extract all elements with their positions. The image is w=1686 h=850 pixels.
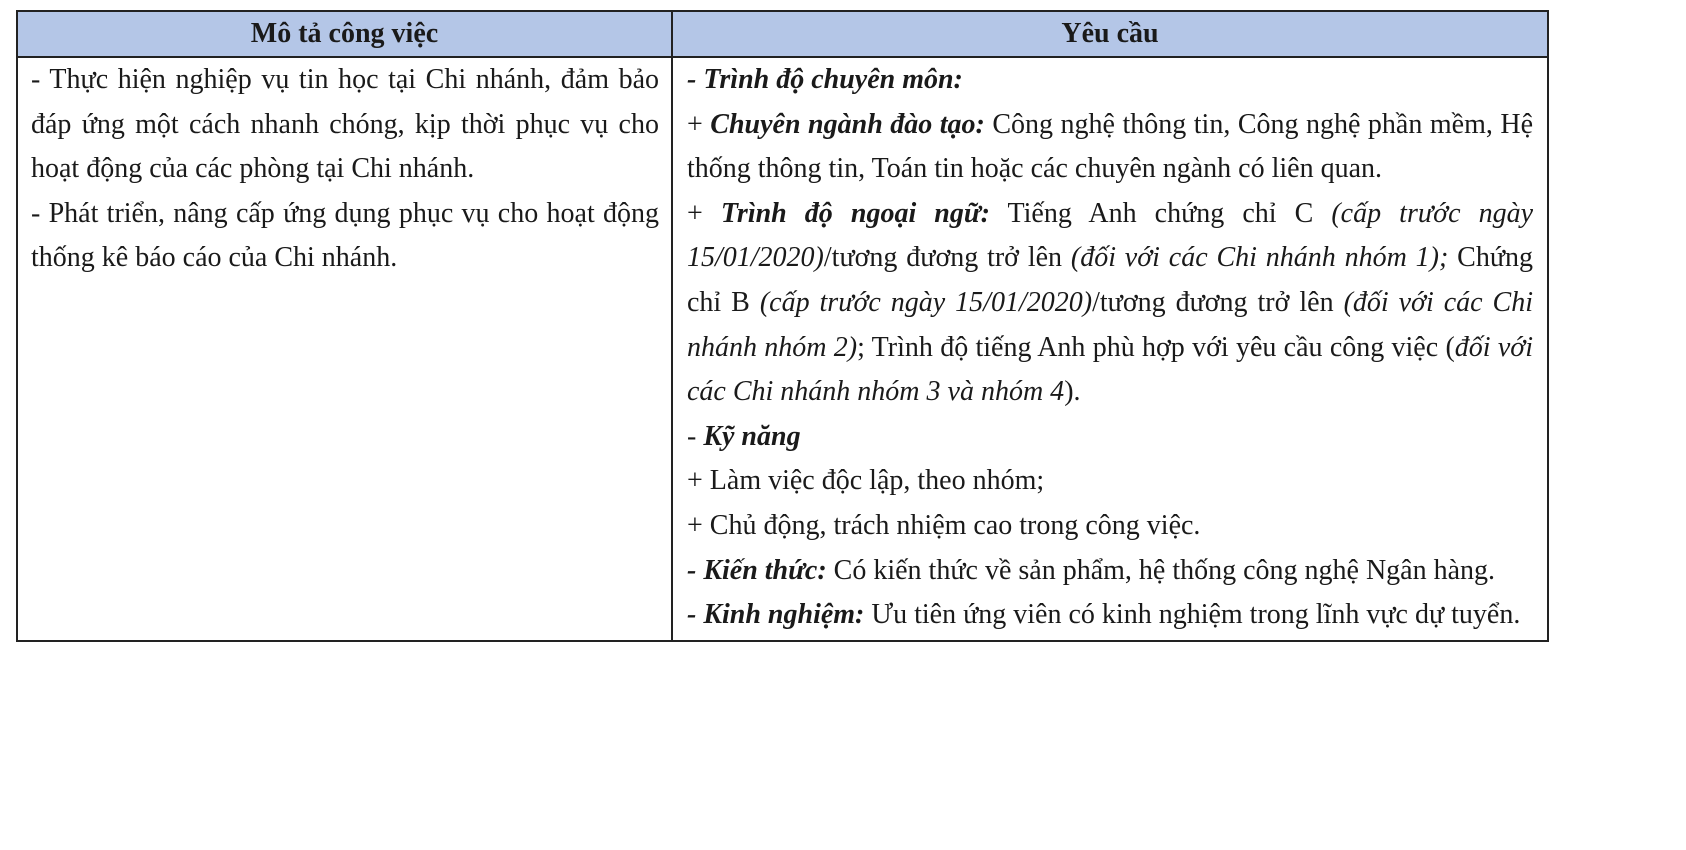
language-text: /tương đương trở lên — [1092, 286, 1344, 318]
language-note: (cấp trước ngày 15/01/2020) — [687, 197, 1533, 274]
language-text: ). — [1064, 376, 1081, 408]
description-item: - Thực hiện nghiệp vụ tin học tại Chi nhánh, đảm bảo đáp ứng một cách nhanh chóng, kịp thời phục vụ cho hoạt động của các phòng tại Chi nhánh. — [31, 64, 659, 185]
skill-item: + Làm việc độc lập, theo nhóm; — [687, 465, 1045, 497]
experience-label: - Kinh nghiệm: — [687, 599, 865, 631]
description-item: - Phát triển, nâng cấp ứng dụng phục vụ cho hoạt động thống kê báo cáo của Chi nhánh. — [31, 197, 659, 274]
knowledge-requirement — [687, 549, 1533, 594]
table-header-row — [17, 11, 1548, 57]
language-note: (đối với các Chi nhánh nhóm 2) — [687, 286, 1534, 363]
header-requirements: Yêu cầu — [672, 11, 1548, 57]
qualification-title: - Trình độ chuyên môn: — [687, 64, 963, 95]
language-text: ; Trình độ tiếng Anh phù hợp với yêu cầu công việc ( — [857, 331, 1455, 363]
language-prefix: + — [687, 197, 721, 229]
language-note: đối với các Chi nhánh nhóm 3 và nhóm 4 — [687, 331, 1533, 408]
header-description: Mô tả công việc — [17, 11, 672, 57]
job-table-container — [16, 10, 1547, 642]
language-text: /tương đương trở lên — [823, 242, 1071, 274]
skills-label: Kỹ năng — [703, 420, 801, 452]
language-note: (cấp trước ngày 15/01/2020) — [759, 286, 1093, 318]
requirements-cell — [672, 57, 1548, 641]
skills-title — [687, 415, 1533, 460]
major-label: Chuyên ngành đào tạo: — [710, 108, 985, 140]
major-text: Công nghệ thông tin, Công nghệ phần mềm, Hệ thống thông tin, Toán tin hoặc các chuyên ngành có liên quan. — [687, 108, 1533, 185]
language-requirement — [687, 192, 1533, 415]
skills-prefix: - — [687, 420, 704, 452]
major-requirement — [687, 103, 1533, 192]
table-row — [17, 57, 1548, 641]
description-cell — [17, 57, 672, 641]
experience-requirement — [687, 593, 1533, 638]
experience-text: Ưu tiên ứng viên có kinh nghiệm trong lĩnh vực dự tuyển. — [864, 599, 1521, 631]
knowledge-label: - Kiến thức: — [687, 554, 827, 586]
language-label: Trình độ ngoại ngữ: — [720, 197, 990, 229]
job-table — [16, 10, 1549, 642]
language-text: Chứng chỉ B — [687, 242, 1533, 318]
skill-item: + Chủ động, trách nhiệm cao trong công việc. — [687, 509, 1201, 541]
major-prefix: + — [687, 108, 711, 140]
language-note: (đối với các Chi nhánh nhóm 1); — [1070, 242, 1449, 274]
knowledge-text: Có kiến thức về sản phẩm, hệ thống công nghệ Ngân hàng. — [826, 554, 1496, 586]
language-text: Tiếng Anh chứng chỉ C — [989, 197, 1332, 229]
